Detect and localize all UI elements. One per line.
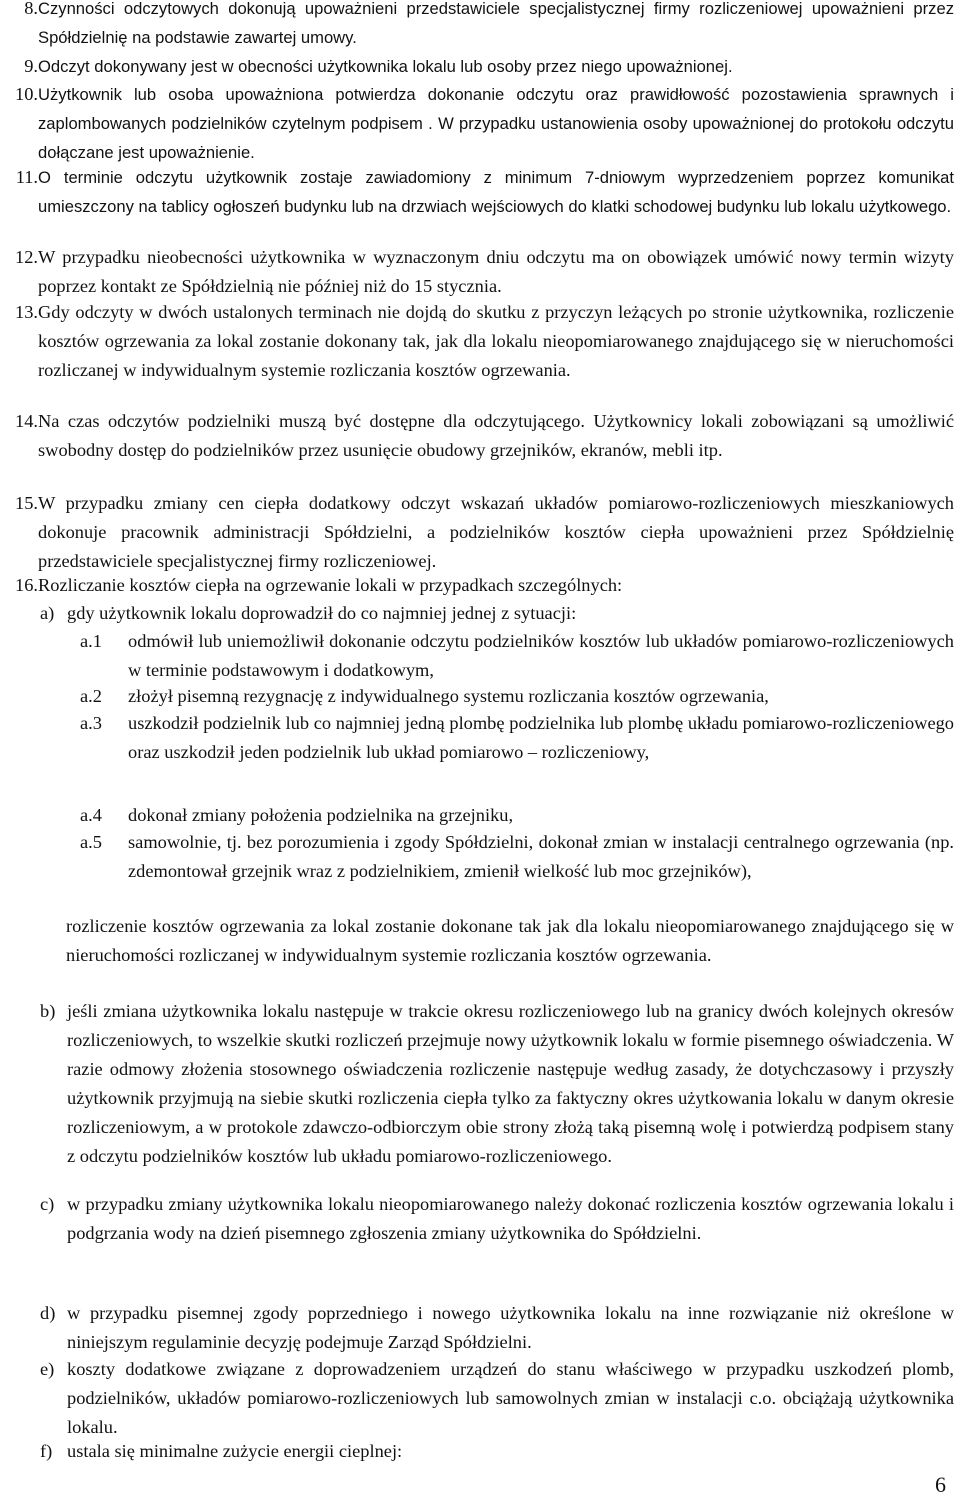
list-item-14 [12,407,954,465]
item-text: O terminie odczytu użytkownik zostaje zawiadomiony z minimum 7-dniowym wyprzedzeniem poprzez komunikat umieszczony na tablicy ogłoszeń budynku lub na drzwiach wejściowych do klatki schodowej budynku lub lokalu użytkowego. [38,168,954,216]
sub-a-closing-text: rozliczenie kosztów ogrzewania za lokal zostanie dokonane tak jak dla lokalu nieopomiarowanego znajdującego się w nieruchomości rozliczanej w indywidualnym systemie rozliczania kosztów ogrzewania. [66,916,954,965]
point-label: a.3 [80,713,102,733]
item-text: Rozliczanie kosztów ciepła na ogrzewanie lokali w przypadkach szczególnych: [38,575,623,595]
point-a5 [80,828,954,886]
point-text: uszkodził podzielnik lub co najmniej jedną plombę podzielnika lub plombę układu pomiarowo-rozliczeniowego oraz uszkodził jeden podzielnik lub układ pomiarowo – rozliczeniowy, [128,713,954,762]
list-item-8 [12,0,954,52]
point-a1 [80,627,954,685]
list-item-12 [12,243,954,301]
point-a2 [80,682,954,711]
point-a4 [80,801,954,830]
item-number: 13. [15,302,38,322]
sub-item-text: ustala się minimalne zużycie energii cieplnej: [67,1441,403,1461]
sub-item-c [40,1190,954,1248]
item-text: Użytkownik lub osoba upoważniona potwierdza dokonanie odczytu oraz prawidłowość pozostawienia sprawnych i zaplombowanych podzielników czytelnym podpisem . W przypadku ustanowienia osoby upoważnionej do protokołu odczytu dołączane jest upoważnienie. [38,85,954,162]
sub-item-text: jeśli zmiana użytkownika lokalu następuje w trakcie okresu rozliczeniowego lub na granicy dwóch kolejnych okresów rozliczeniowych, to wszelkie skutki rozliczeń przejmuje nowy użytkownik lokalu w formie pisemnego oświadczenia. W razie odmowy złożenia stosownego oświadczenia rozliczenie następuje według zasady, że dotychczasowy i przyszły użytkownik przyjmują na siebie skutki rozliczenia ciepła tylko za faktyczny okres użytkowania lokalu w danym okresie rozliczeniowym, a w protokole zdawczo-odbiorczym obie strony złożą taką pisemną wolę i potwierdzą podpisem stany z odczytu podzielników kosztów lub układu pomiarowo-rozliczeniowego. [67,1001,954,1166]
sub-item-label: e) [40,1359,55,1379]
list-item-16 [12,571,954,600]
sub-item-text: gdy użytkownik lokalu doprowadził do co najmniej jednej z sytuacji: [67,603,577,623]
list-item-15 [12,489,954,576]
list-item-13 [12,298,954,385]
sub-item-label: c) [40,1194,55,1214]
point-text: odmówił lub uniemożliwił dokonanie odczytu podzielników kosztów lub układów pomiarowo-rozliczeniowych w terminie podstawowym i dodatkowym, [128,631,954,680]
item-number: 8. [24,0,38,18]
point-text: złożył pisemną rezygnację z indywidualnego systemu rozliczania kosztów ogrzewania, [128,686,769,706]
sub-item-f [40,1437,954,1466]
item-number: 14. [15,411,38,431]
list-item-9 [12,52,954,81]
sub-item-label: a) [40,603,55,623]
item-number: 9. [24,56,38,76]
item-text: Na czas odczytów podzielniki muszą być dostępne dla odczytującego. Użytkownicy lokali zobowiązani są umożliwić swobodny dostęp do podzielników przez usunięcie obudowy grzejników, ekranów, mebli itp. [38,411,954,460]
point-label: a.1 [80,631,102,651]
item-number: 10. [15,84,38,104]
sub-item-label: b) [40,1001,56,1021]
sub-item-text: w przypadku pisemnej zgody poprzedniego i nowego użytkownika lokalu na inne rozwiązanie niż określone w niniejszym regulaminie decyzję podejmuje Zarząd Spółdzielni. [67,1303,954,1352]
item-text: W przypadku nieobecności użytkownika w wyznaczonym dniu odczytu ma on obowiązek umówić nowy termin wizyty poprzez kontakt ze Spółdzielnią nie później niż do 15 stycznia. [38,247,954,296]
sub-item-label: d) [40,1303,56,1323]
sub-item-d [40,1299,954,1357]
item-text: Gdy odczyty w dwóch ustalonych terminach nie dojdą do skutku z przyczyn leżących po stronie użytkownika, rozliczenie kosztów ogrzewania za lokal zostanie dokonany tak, jak dla lokalu nieopomiarowanego znajdującego się w nieruchomości rozliczanej w indywidualnym systemie rozliczania kosztów ogrzewania. [38,302,954,380]
sub-item-e [40,1355,954,1442]
item-text: Czynności odczytowych dokonują upoważnieni przedstawiciele specjalistycznej firmy rozliczeniowej upoważnieni przez Spółdzielnię na podstawie zawartej umowy. [38,0,954,47]
sub-item-label: f) [40,1441,53,1461]
sub-item-text: w przypadku zmiany użytkownika lokalu nieopomiarowanego należy dokonać rozliczenia kosztów ogrzewania lokalu i podgrzania wody na dzień pisemnego zgłoszenia zmiany użytkownika do Spółdzielni. [67,1194,954,1243]
point-text: dokonał zmiany położenia podzielnika na grzejniku, [128,805,514,825]
item-number: 16. [15,575,38,595]
item-text: W przypadku zmiany cen ciepła dodatkowy odczyt wskazań układów pomiarowo-rozliczeniowych mieszkaniowych dokonuje pracownik administracji Spółdzielni, a podzielników kosztów ciepła upoważnieni przez Spółdzielnię przedstawiciele specjalistycznej firmy rozliczeniowej. [38,493,954,571]
point-label: a.2 [80,686,102,706]
sub-item-a [40,599,954,628]
point-a3 [80,709,954,767]
page-number: 6 [935,1472,946,1497]
item-number: 12. [15,247,38,267]
list-item-11 [12,163,954,221]
item-text: Odczyt dokonywany jest w obecności użytkownika lokalu lub osoby przez niego upoważnionej. [38,57,733,76]
list-item-10 [12,80,954,167]
item-number: 11. [15,167,38,187]
point-text: samowolnie, tj. bez porozumienia i zgody Spółdzielni, dokonał zmian w instalacji centralnego ogrzewania (np. zdemontował grzejnik wraz z podzielnikiem, zmienił wielkość lub moc grzejników), [128,832,954,881]
item-number: 15. [15,493,38,513]
point-label: a.5 [80,832,102,852]
sub-item-b [40,997,954,1171]
point-label: a.4 [80,805,102,825]
sub-item-text: koszty dodatkowe związane z doprowadzeniem urządzeń do stanu właściwego w przypadku uszkodzeń plomb, podzielników, układów pomiarowo-rozliczeniowych lub samowolnych zmian w instalacji c.o. obciążają użytkownika lokalu. [67,1359,954,1437]
